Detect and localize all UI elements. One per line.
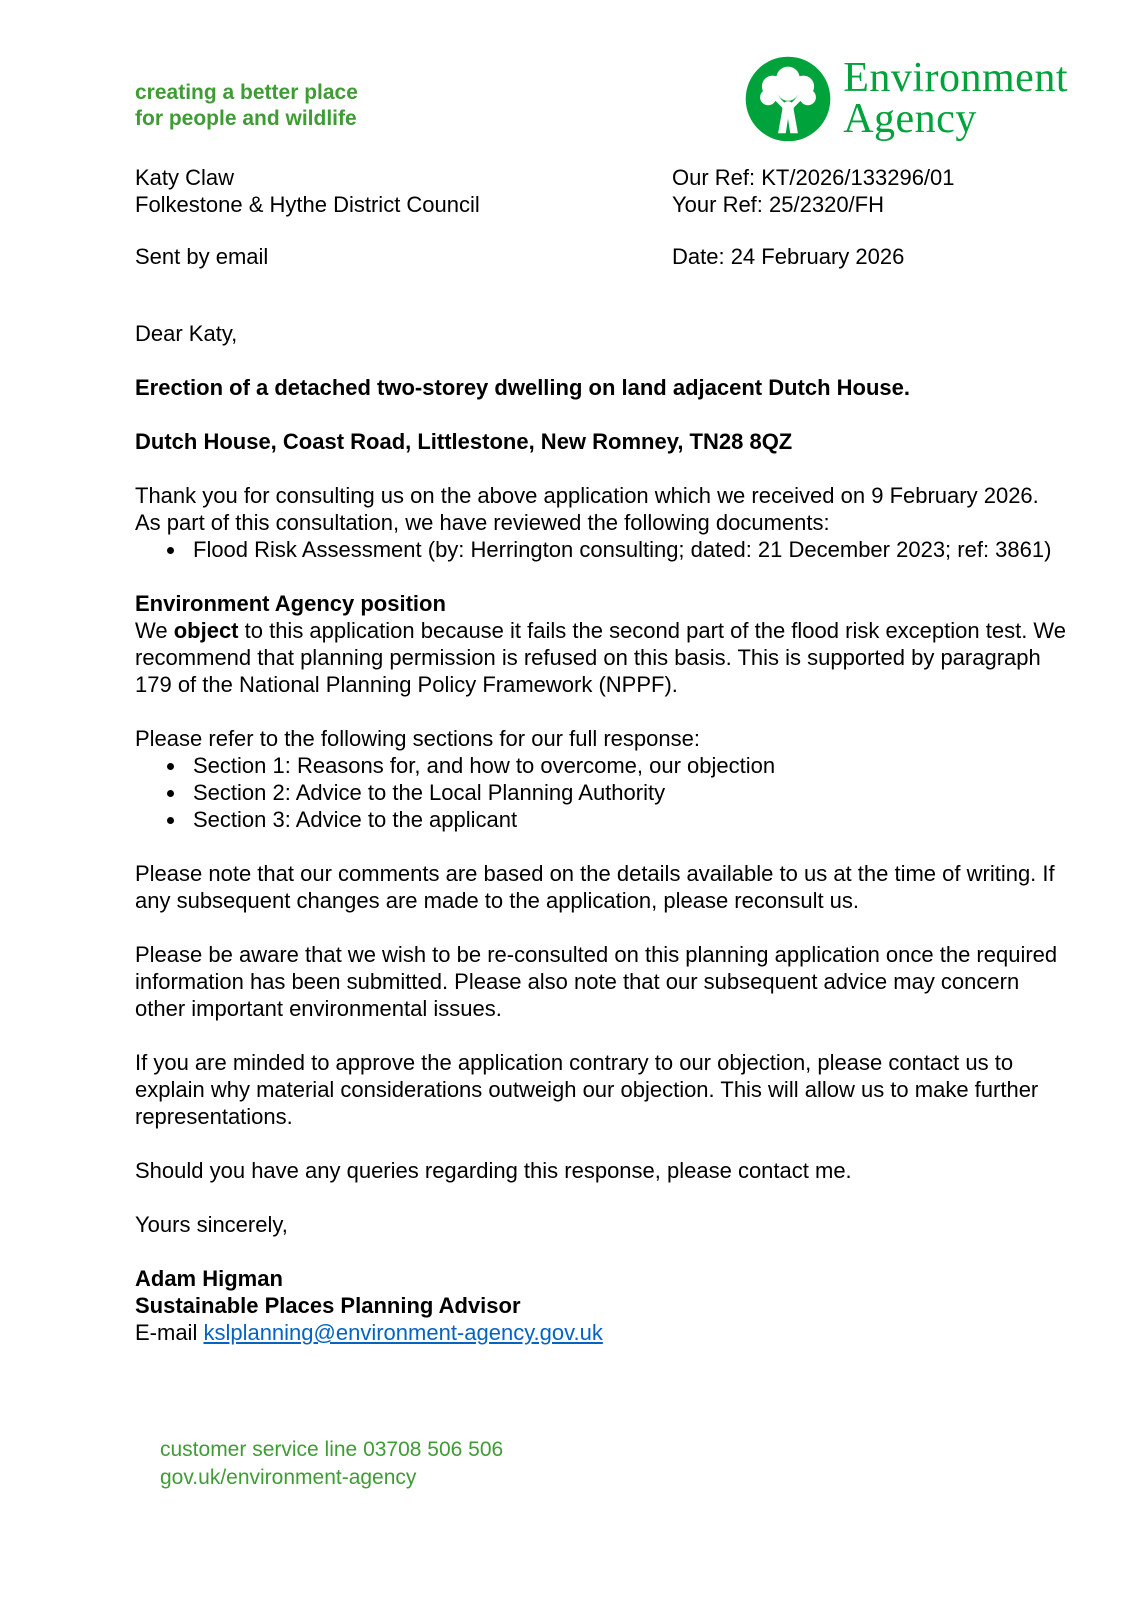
section-item: • Section 2: Advice to the Local Planning Authority [187,779,1068,806]
wordmark-line-1: Environment [843,55,1068,101]
email-link[interactable]: kslplanning@environment-agency.gov.uk [203,1320,603,1345]
position-post: to this application because it fails the second part of the flood risk exception test. We recommend that planning permission is refused on this basis. This is supported by paragraph 179 of the National Planning Policy Framework (NPPF). [135,618,1067,697]
signature-block [135,1265,1068,1346]
section-item: • Section 3: Advice to the applicant [187,806,1068,833]
tagline-line-2: for people and wildlife [135,107,357,130]
paragraph-approve: If you are minded to approve the application contrary to our objection, please contact us to explain why material considerations outweigh our objection. This will allow us to make further representations. [135,1050,1039,1129]
our-ref: Our Ref: KT/2026/133296/01 [672,165,955,190]
recipient-name: Katy Claw [135,165,235,190]
document-item: • Flood Risk Assessment (by: Herrington consulting; dated: 21 December 2023; ref: 3861) [187,536,1068,563]
subject-line-2: Dutch House, Coast Road, Littlestone, New Romney, TN28 8QZ [135,429,793,454]
footer-phone: customer service line 03708 506 506 [160,1438,504,1461]
wordmark-line-2: Agency [843,96,977,142]
email-line [135,1319,1068,1346]
signature-name: Adam Higman [135,1266,283,1291]
position-heading: Environment Agency position [135,591,446,616]
environment-agency-logo [743,54,1068,144]
position-paragraph [135,617,1068,698]
sections-intro: Please refer to the following sections for our full response: [135,726,700,751]
paragraph-queries: Should you have any queries regarding this response, please contact me. [135,1158,852,1183]
environment-agency-tree-icon [743,54,833,144]
email-label: E-mail [135,1320,204,1345]
subject-line-1: Erection of a detached two-storey dwelling on land adjacent Dutch House. [135,375,910,400]
letter-footer [160,1436,503,1492]
tagline-line-1: creating a better place [135,81,358,104]
closing: Yours sincerely, [135,1212,288,1237]
recipient-org: Folkestone & Hythe District Council [135,192,480,217]
footer-url: gov.uk/environment-agency [160,1466,417,1489]
tagline [135,80,358,132]
letter-header [135,54,1068,144]
delivery-method: Sent by email [135,244,269,269]
letter-body [135,320,1068,1346]
address-and-refs [135,164,1068,270]
intro-paragraph: Thank you for consulting us on the above application which we received on 9 February 2026. As part of this consultation, we have reviewed the following documents: [135,483,1039,535]
your-ref: Your Ref: 25/2320/FH [672,192,884,217]
paragraph-comments: Please note that our comments are based on the details available to us at the time of writing. If any subsequent changes are made to the application, please reconsult us. [135,861,1055,913]
position-object-word: object [173,618,239,643]
salutation: Dear Katy, [135,321,238,346]
position-pre: We [135,618,174,643]
sections-list [135,752,1068,833]
letter-date: Date: 24 February 2026 [672,244,905,269]
environment-agency-wordmark [843,55,1068,142]
section-item: • Section 1: Reasons for, and how to overcome, our objection [187,752,1068,779]
paragraph-reconsult: Please be aware that we wish to be re-consulted on this planning application once the required information has been submitted. Please also note that our subsequent advice may concern other important environmental issues. [135,942,1058,1021]
documents-list [135,536,1068,563]
signature-title: Sustainable Places Planning Advisor [135,1293,521,1318]
